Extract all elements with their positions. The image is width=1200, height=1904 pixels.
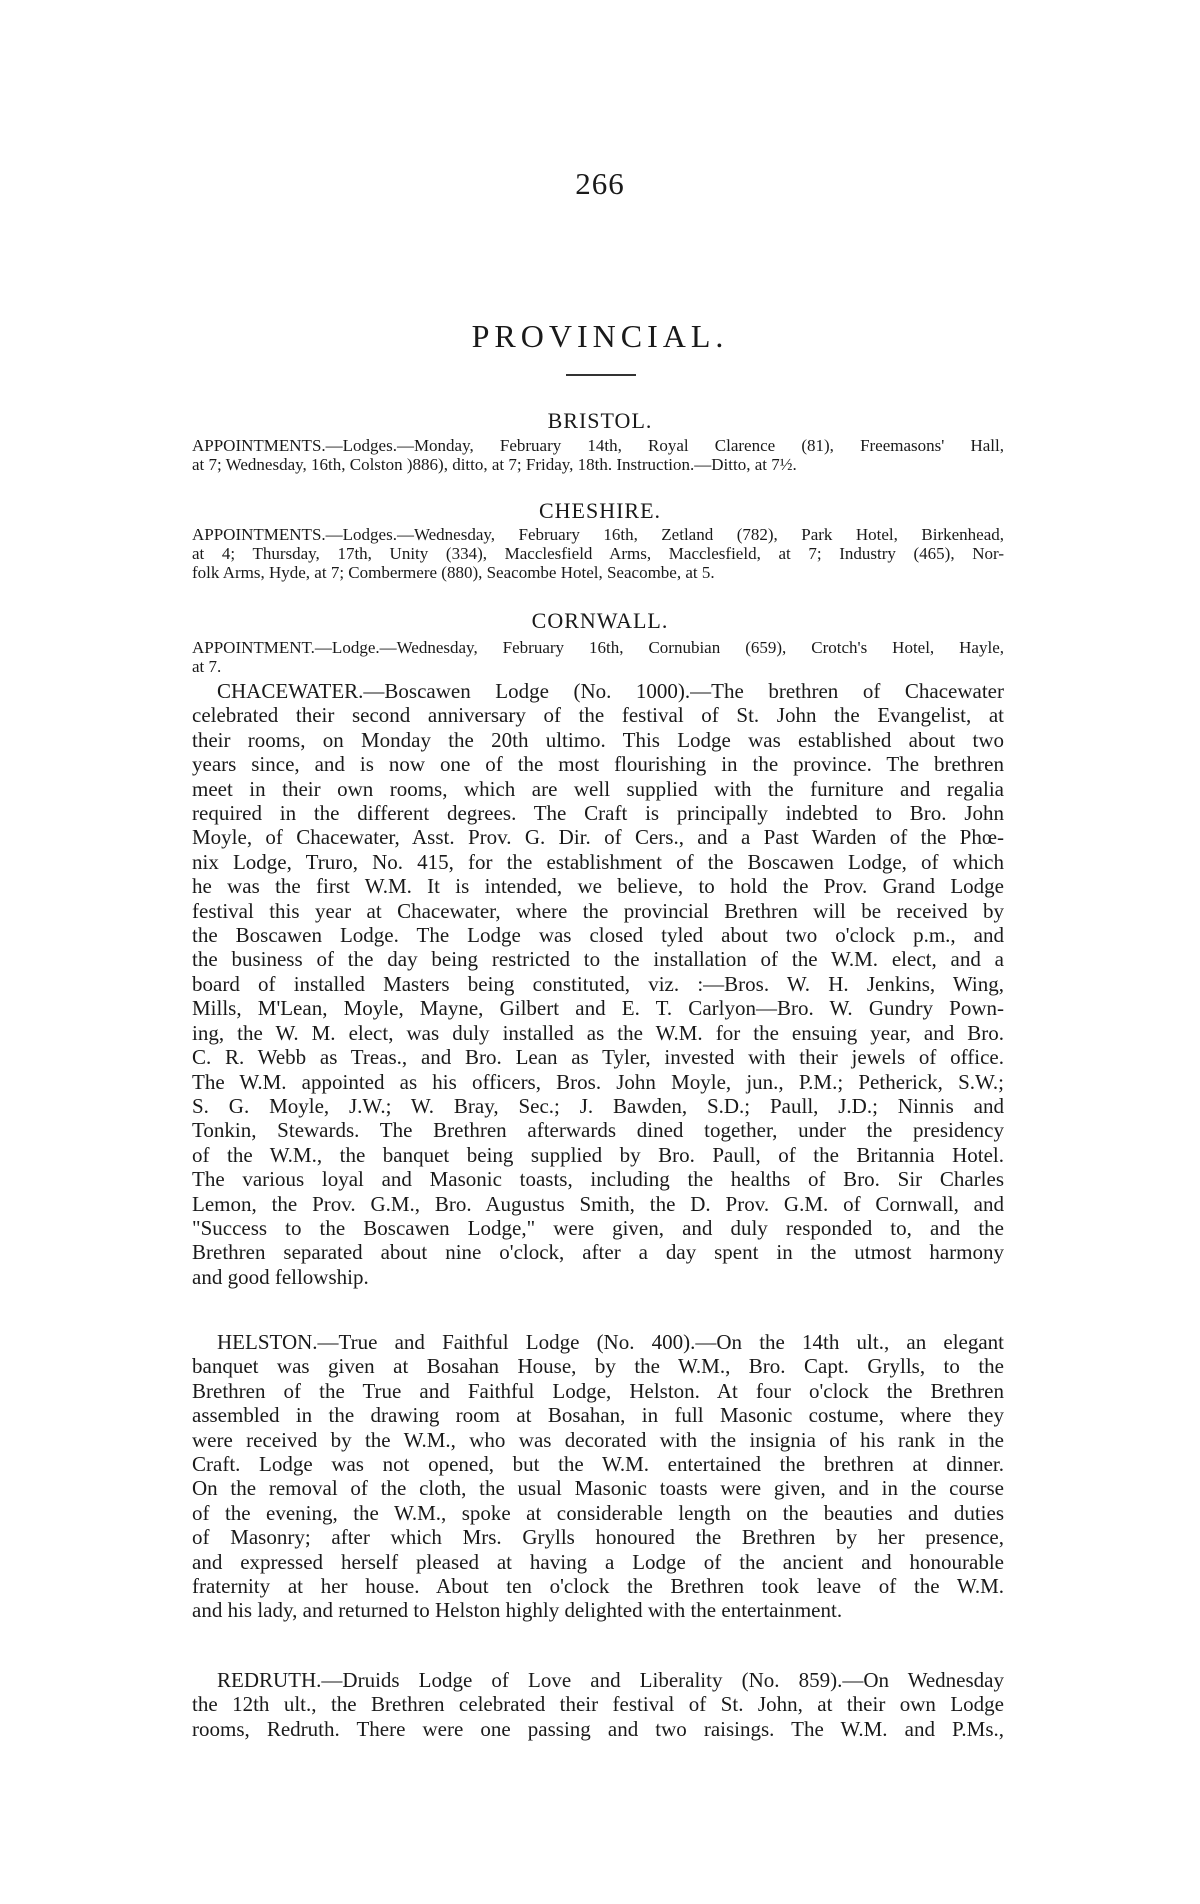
text-line: APPOINTMENT.—Lodge.—Wednesday, February 16th, Cornubian (659), Crotch's Hotel, Hayle, (192, 638, 1004, 657)
text-line: the business of the day being restricted to the installation of the W.M. elect, and a (192, 947, 1004, 972)
text-line: folk Arms, Hyde, at 7; Combermere (880), Seacombe Hotel, Seacombe, at 5. (192, 563, 715, 582)
text-line: Brethren separated about nine o'clock, after a day spent in the utmost harmony (192, 1240, 1004, 1265)
text-line: Craft. Lodge was not opened, but the W.M. entertained the brethren at dinner. (192, 1452, 1004, 1477)
text-line: festival this year at Chacewater, where the provincial Brethren will be received by (192, 898, 1004, 923)
text-line: board of installed Masters being constituted, viz. :—Bros. W. H. Jenkins, Wing, (192, 971, 1004, 996)
text-line: rooms, Redruth. There were one passing and two raisings. The W.M. and P.Ms., (192, 1716, 1004, 1741)
text-line: and expressed herself pleased at having a Lodge of the ancient and honourable (192, 1549, 1004, 1574)
heading-bristol: BRISTOL. (547, 408, 653, 433)
heading-cheshire: CHESHIRE. (538, 498, 662, 523)
text-line: celebrated their second anniversary of the festival of St. John the Evangelist, at (192, 703, 1004, 728)
heading-cornwall: CORNWALL. (531, 608, 669, 633)
text-line: The W.M. appointed as his officers, Bros. John Moyle, jun., P.M.; Petherick, S.W.; (192, 1069, 1004, 1094)
text-line: of Masonry; after which Mrs. Grylls honoured the Brethren by her presence, (192, 1525, 1004, 1550)
paragraph-redruth (192, 1668, 1004, 1741)
text-line: APPOINTMENTS.—Lodges.—Wednesday, February 16th, Zetland (782), Park Hotel, Birkenhead, (192, 525, 1004, 544)
text-line: Tonkin, Stewards. The Brethren afterwards dined together, under the presidency (192, 1118, 1004, 1143)
text-line: of the W.M., the banquet being supplied by Bro. Paull, of the Britannia Hotel. (192, 1142, 1004, 1167)
paragraph-chacewater (192, 679, 1004, 1289)
cheshire-appointments (192, 525, 1004, 582)
bristol-appointments (192, 436, 1004, 474)
text-line: Mills, M'Lean, Moyle, Mayne, Gilbert and E. T. Carlyon—Bro. W. Gundry Pown- (192, 996, 1004, 1021)
text-line: their rooms, on Monday the 20th ultimo. This Lodge was established about two (192, 727, 1004, 752)
text-line: meet in their own rooms, which are well supplied with the furniture and regalia (192, 776, 1004, 801)
text-line: CHACEWATER.—Boscawen Lodge (No. 1000).—The brethren of Chacewater (217, 679, 1004, 703)
text-line: banquet was given at Bosahan House, by the W.M., Bro. Capt. Grylls, to the (192, 1354, 1004, 1379)
text-line: the Boscawen Lodge. The Lodge was closed tyled about two o'clock p.m., and (192, 923, 1004, 948)
text-line: he was the first W.M. It is intended, we believe, to hold the Prov. Grand Lodge (192, 874, 1004, 899)
text-line: at 4; Thursday, 17th, Unity (334), Macclesfield Arms, Macclesfield, at 7; Industry (465), Nor- (192, 544, 1004, 563)
text-line: ing, the W. M. elect, was duly installed as the W.M. for the ensuing year, and Bro. (192, 1020, 1004, 1045)
text-line: Lemon, the Prov. G.M., Bro. Augustus Smith, the D. Prov. G.M. of Cornwall, and (192, 1191, 1004, 1216)
text-line: nix Lodge, Truro, No. 415, for the establishment of the Boscawen Lodge, of which (192, 849, 1004, 874)
text-line: at 7. (192, 657, 222, 676)
text-line: the 12th ult., the Brethren celebrated their festival of St. John, at their own Lodge (192, 1692, 1004, 1717)
section-title: PROVINCIAL. (471, 318, 729, 354)
paragraph-helston (192, 1330, 1004, 1623)
text-line: assembled in the drawing room at Bosahan, in full Masonic costume, where they (192, 1403, 1004, 1428)
text-line: fraternity at her house. About ten o'clock the Brethren took leave of the W.M. (192, 1574, 1004, 1599)
text-line: S. G. Moyle, J.W.; W. Bray, Sec.; J. Bawden, S.D.; Paull, J.D.; Ninnis and (192, 1093, 1004, 1118)
page-number: 266 (575, 166, 625, 201)
cornwall-appointments (192, 638, 1004, 676)
text-line: "Success to the Boscawen Lodge," were given, and duly responded to, and the (192, 1215, 1004, 1240)
text-line: APPOINTMENTS.—Lodges.—Monday, February 14th, Royal Clarence (81), Freemasons' Hall, (192, 436, 1004, 455)
text-line: required in the different degrees. The Craft is principally indebted to Bro. John (192, 801, 1004, 826)
text-line: On the removal of the cloth, the usual Masonic toasts were given, and in the course (192, 1476, 1004, 1501)
text-line: years since, and is now one of the most flourishing in the province. The brethren (192, 752, 1004, 777)
text-line: C. R. Webb as Treas., and Bro. Lean as Tyler, invested with their jewels of office. (192, 1045, 1004, 1070)
text-line: The various loyal and Masonic toasts, including the healths of Bro. Sir Charles (192, 1167, 1004, 1192)
text-line: REDRUTH.—Druids Lodge of Love and Liberality (No. 859).—On Wednesday (217, 1668, 1004, 1692)
text-line: Brethren of the True and Faithful Lodge, Helston. At four o'clock the Brethren (192, 1378, 1004, 1403)
text-line: at 7; Wednesday, 16th, Colston )886), ditto, at 7; Friday, 18th. Instruction.—Ditto, at 7½. (192, 455, 797, 474)
text-line: were received by the W.M., who was decorated with the insignia of his rank in the (192, 1427, 1004, 1452)
text-line: HELSTON.—True and Faithful Lodge (No. 400).—On the 14th ult., an elegant (217, 1330, 1004, 1354)
text-line: Moyle, of Chacewater, Asst. Prov. G. Dir. of Cers., and a Past Warden of the Phœ- (192, 825, 1004, 850)
text-line: of the evening, the W.M., spoke at considerable length on the beauties and duties (192, 1500, 1004, 1525)
title-divider (566, 374, 636, 376)
text-line: and good fellowship. (192, 1264, 369, 1289)
text-line: and his lady, and returned to Helston highly delighted with the entertainment. (192, 1598, 843, 1623)
